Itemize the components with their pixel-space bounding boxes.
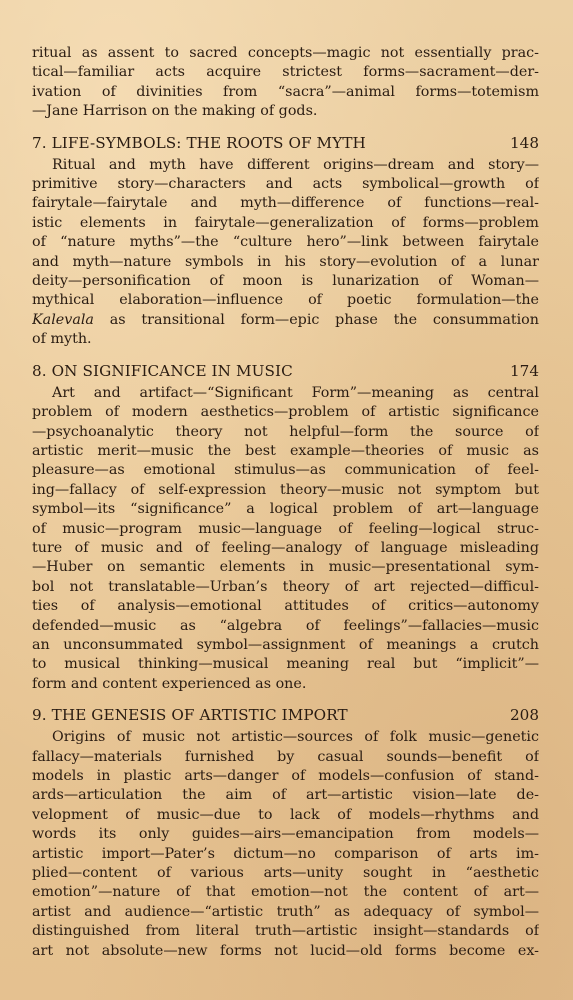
intro-paragraph	[32, 44, 539, 122]
section-summary	[32, 728, 539, 961]
summary-line: emotion”—nature of that emotion—not the content of art—	[32, 884, 539, 901]
summary-line: Art and artifact—“Significant Form”—meaning as central	[52, 384, 539, 401]
section-page-number: 148	[510, 133, 539, 152]
summary-line: words its only guides—airs—emancipation from models—	[32, 826, 539, 843]
summary-line: to musical thinking—musical meaning real but “implicit”—	[32, 656, 539, 673]
summary-line: Kalevala as transitional form—epic phase the consummation	[32, 311, 539, 328]
intro-line: tical—familiar acts acquire strictest forms—sacrament—der-	[32, 64, 539, 81]
summary-line: an unconsummated symbol—assignment of meanings a crutch	[32, 636, 539, 653]
table-of-contents	[32, 44, 539, 961]
section-heading	[32, 360, 539, 382]
summary-line: distinguished from literal truth—artistic insight—standards of	[32, 923, 539, 940]
section-heading	[32, 132, 539, 154]
summary-line: —Huber on semantic elements in music—presentational sym-	[32, 559, 539, 576]
summary-line: primitive story—characters and acts symbolical—growth of	[32, 176, 539, 193]
summary-line: artistic merit—music the best example—theories of music as	[32, 442, 539, 459]
summary-line: fallacy—materials furnished by casual sounds—benefit of	[32, 748, 539, 765]
summary-line: models in plastic arts—danger of models—confusion of stand-	[32, 768, 539, 784]
summary-line: pleasure—as emotional stimulus—as communication of feel-	[32, 462, 539, 479]
section-heading	[32, 704, 539, 726]
summary-line: of myth.	[32, 331, 92, 348]
section-title: 9. THE GENESIS OF ARTISTIC IMPORT	[32, 706, 348, 725]
summary-line: Ritual and myth have different origins—dream and story—	[52, 156, 539, 173]
summary-line: art not absolute—new forms not lucid—old forms become ex-	[32, 942, 539, 959]
intro-line: —Jane Harrison on the making of gods.	[32, 103, 318, 120]
section-9	[32, 704, 539, 961]
summary-line: Origins of music not artistic—sources of folk music—genetic	[52, 729, 539, 746]
section-summary	[32, 156, 539, 350]
summary-line: ing—fallacy of self-expression theory—music not symptom but	[32, 481, 539, 498]
summary-line: problem of modern aesthetics—problem of artistic significance	[32, 404, 539, 421]
summary-line: plied—content of various arts—unity sought in “aesthetic	[32, 865, 539, 882]
summary-line: ards—articulation the aim of art—artistic vision—late de-	[32, 787, 539, 804]
summary-line: istic elements in fairytale—generalization of forms—problem	[32, 214, 539, 231]
section-title: 7. LIFE-SYMBOLS: THE ROOTS OF MYTH	[32, 133, 366, 152]
book-title-italic: Kalevala	[32, 311, 94, 328]
summary-line: of music—program music—language of feeling—logical struc-	[32, 520, 539, 537]
summary-line: symbol—its “significance” a logical problem of art—language	[32, 501, 539, 518]
summary-line: deity—personification of moon is lunarization of Woman—	[32, 273, 539, 290]
summary-line: —psychoanalytic theory not helpful—form the source of	[32, 423, 539, 440]
summary-line: ture of music and of feeling—analogy of language misleading	[32, 539, 539, 556]
summary-line: bol not translatable—Urban’s theory of art rejected—difficul-	[32, 578, 539, 595]
section-title: 8. ON SIGNIFICANCE IN MUSIC	[32, 361, 293, 380]
summary-line: mythical elaboration—influence of poetic formulation—the	[32, 292, 539, 309]
summary-line: and myth—nature symbols in his story—evolution of a lunar	[32, 253, 539, 270]
section-page-number: 174	[510, 361, 539, 380]
section-8	[32, 360, 539, 695]
summary-line: velopment of music—due to lack of models—rhythms and	[32, 806, 539, 823]
summary-line: artistic import—Pater’s dictum—no comparison of arts im-	[32, 845, 539, 862]
summary-line: of “nature myths”—the “culture hero”—link between fairytale	[32, 234, 539, 251]
intro-line: ritual as assent to sacred concepts—magic not essentially prac-	[32, 45, 539, 61]
section-page-number: 208	[510, 706, 539, 725]
summary-line: defended—music as “algebra of feelings”—fallacies—music	[32, 617, 539, 634]
summary-line: form and content experienced as one.	[32, 675, 307, 692]
summary-line: ties of analysis—emotional attitudes of critics—autonomy	[32, 598, 539, 615]
section-summary	[32, 384, 539, 695]
intro-line: ivation of divinities from “sacra”—animal forms—totemism	[32, 83, 539, 100]
summary-line: artist and audience—“artistic truth” as adequacy of symbol—	[32, 903, 539, 920]
section-7	[32, 132, 539, 350]
summary-line: fairytale—fairytale and myth—difference of functions—real-	[32, 195, 539, 212]
